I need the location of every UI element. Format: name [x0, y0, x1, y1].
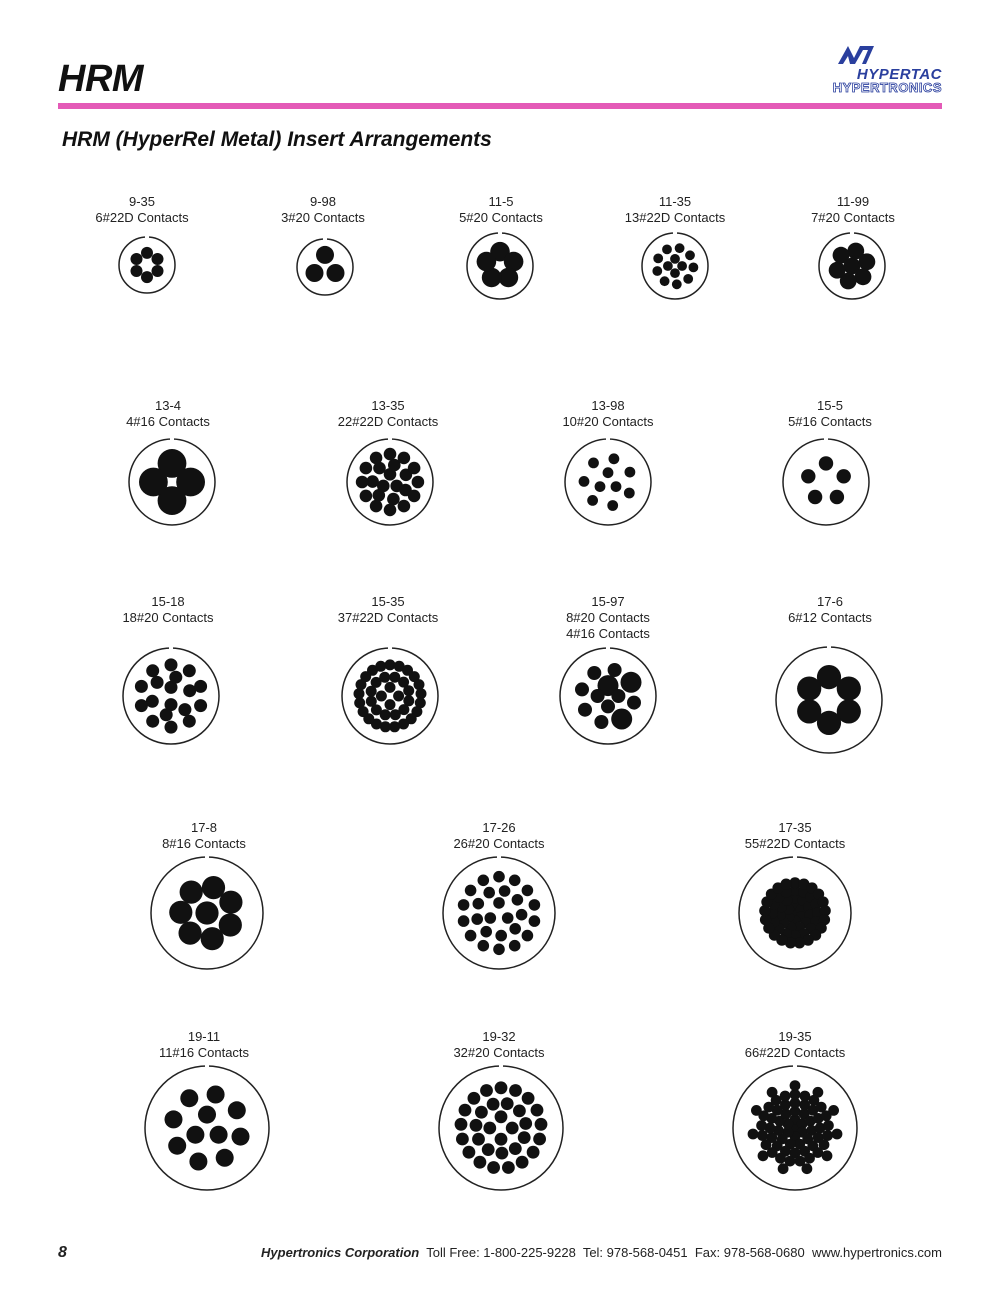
contact-pin: [506, 1122, 519, 1135]
contact-pin: [458, 915, 470, 927]
arrangement-contacts: 10#20 Contacts: [562, 414, 654, 429]
arrangement-label: [409, 820, 589, 852]
arrangement-code: 15-97: [591, 594, 625, 609]
contact-pin: [169, 901, 192, 924]
contact-pin: [829, 262, 846, 279]
contact-pin: [165, 658, 178, 671]
contact-pin: [151, 676, 164, 689]
arrangement-code: 13-35: [371, 398, 405, 413]
arrangement-contacts: 22#22D Contacts: [337, 414, 439, 429]
contact-pin: [518, 1131, 531, 1144]
contact-pin: [516, 909, 528, 921]
contact-pin: [855, 268, 872, 285]
contact-pin: [458, 899, 470, 911]
arrangement-label: [705, 1029, 885, 1061]
contact-pin: [601, 699, 615, 713]
contact-pin: [625, 467, 636, 478]
contact-pin: [398, 452, 411, 465]
contact-pin: [390, 709, 401, 720]
contact-pin: [683, 274, 693, 284]
contact-pin: [179, 922, 202, 945]
arrangement-contacts: 5#20 Contacts: [459, 210, 543, 225]
connector-diagram-17-6: [774, 645, 884, 755]
footer-toll-free: Toll Free: 1-800-225-9228: [426, 1245, 576, 1260]
contact-pin: [797, 677, 821, 701]
contact-pin: [663, 261, 673, 271]
contact-pin: [533, 1133, 546, 1146]
contact-pin: [493, 944, 505, 956]
contact-pin: [608, 663, 622, 677]
contact-pin: [131, 253, 143, 265]
contact-pin: [761, 1139, 772, 1150]
logo-hypertronics: HYPERTRONICS: [832, 80, 942, 95]
arrangement-label: [740, 594, 920, 626]
connector-diagram-15-97: [558, 646, 658, 746]
connector-diagram-17-8: [149, 855, 265, 971]
arrangement-code: 11-99: [836, 194, 870, 209]
contact-pin: [522, 885, 534, 897]
contact-pin: [822, 1130, 833, 1141]
arrangement-label: [52, 194, 232, 226]
arrangement-contacts: 26#20 Contacts: [453, 836, 545, 851]
arrangement-label: [585, 194, 765, 226]
contact-pin: [662, 245, 672, 255]
contact-pin: [672, 279, 682, 289]
hypertac-logo: [770, 44, 942, 98]
contact-pin: [135, 680, 148, 693]
contact-pin: [207, 1086, 225, 1104]
arrangement-code: 17-26: [482, 820, 516, 835]
arrangement-label: [298, 398, 478, 430]
contact-pin: [168, 1137, 186, 1155]
contact-pin: [575, 682, 589, 696]
contact-pin: [375, 661, 386, 672]
arrangement-code: 19-11: [187, 1029, 221, 1044]
footer-tel: Tel: 978-568-0451: [582, 1245, 688, 1260]
contact-pin: [385, 699, 396, 710]
contact-pin: [652, 266, 662, 276]
connector-diagram-19-32: [437, 1064, 565, 1192]
footer-company: Hypertronics Corporation: [261, 1245, 420, 1260]
contact-pin: [139, 468, 168, 497]
contact-pin: [509, 875, 521, 887]
connector-diagram-13-98: [563, 437, 653, 527]
connector-diagram-13-4: [127, 437, 217, 527]
contact-pin: [591, 689, 605, 703]
contact-pin: [356, 476, 369, 489]
contact-pin: [832, 1129, 843, 1140]
arrangement-contacts: 6#12 Contacts: [788, 610, 872, 625]
contact-pin: [384, 504, 397, 517]
arrangement-label: [78, 398, 258, 430]
contact-pin: [376, 691, 387, 702]
contact-pin: [531, 1104, 544, 1117]
arrangement-code: 19-32: [482, 1029, 516, 1044]
connector-diagram-19-11: [143, 1064, 271, 1192]
contact-pin: [689, 263, 699, 273]
contact-pin: [354, 688, 365, 699]
contact-pin: [360, 462, 373, 475]
contact-pin: [385, 659, 396, 670]
contact-pin: [519, 1117, 532, 1130]
contact-pin: [480, 1084, 493, 1097]
contact-pin: [186, 1126, 204, 1144]
connector-diagram-11-5: [465, 231, 535, 301]
contact-pin: [529, 899, 541, 911]
contact-pin: [496, 1147, 509, 1160]
contact-pin: [146, 715, 159, 728]
contact-pin: [594, 715, 608, 729]
contact-pin: [797, 699, 821, 723]
contact-pin: [837, 469, 851, 483]
contact-pin: [470, 1119, 483, 1132]
contact-pin: [653, 254, 663, 264]
connector-diagram-17-26: [441, 855, 557, 971]
footer-fax: Fax: 978-568-0680: [694, 1245, 805, 1260]
contact-pin: [393, 691, 404, 702]
contact-pin: [819, 456, 833, 470]
arrangement-code: 11-35: [658, 194, 692, 209]
contact-pin: [624, 488, 635, 499]
arrangement-code: 15-5: [816, 398, 844, 413]
contact-pin: [478, 875, 490, 887]
contact-pin: [516, 1156, 529, 1169]
contact-pin: [501, 1097, 514, 1110]
contact-pin: [859, 253, 876, 270]
contact-pin: [522, 1092, 535, 1105]
contact-pin: [522, 930, 534, 942]
contact-pin: [468, 1092, 481, 1105]
contact-pin: [463, 1146, 476, 1159]
contact-pin: [327, 264, 345, 282]
connector-diagram-15-5: [781, 437, 871, 527]
contact-pin: [408, 490, 421, 503]
contact-pin: [790, 1080, 801, 1091]
contact-pin: [456, 1133, 469, 1146]
contact-pin: [475, 1106, 488, 1119]
contact-pin: [472, 1133, 485, 1146]
contact-pin: [822, 1150, 833, 1161]
contact-pin: [480, 926, 492, 938]
contact-pin: [781, 879, 792, 890]
arrangement-code: 15-18: [151, 594, 185, 609]
contact-pin: [165, 721, 178, 734]
contact-pin: [485, 912, 497, 924]
contact-pin: [183, 664, 196, 677]
arrangement-contacts: 3#20 Contacts: [281, 210, 365, 225]
hypertac-mark-icon: [836, 44, 876, 66]
arrangement-label: [114, 820, 294, 852]
arrangement-label: [114, 1029, 294, 1061]
contact-pin: [748, 1129, 759, 1140]
contact-pin: [165, 1110, 183, 1128]
contact-pin: [509, 923, 521, 935]
contact-pin: [675, 243, 685, 253]
contact-pin: [499, 268, 519, 288]
page-number: 8: [58, 1244, 67, 1261]
contact-pin: [373, 489, 386, 502]
connector-diagram-19-35: [731, 1064, 859, 1192]
contact-pin: [495, 1133, 508, 1146]
contact-pin: [478, 940, 490, 952]
contact-pin: [587, 666, 601, 680]
contact-pin: [587, 495, 598, 506]
contact-pin: [780, 1091, 791, 1102]
contact-pin: [512, 894, 524, 906]
contact-pin: [804, 1153, 815, 1164]
contact-pin: [316, 246, 334, 264]
contact-pin: [216, 1149, 234, 1167]
contact-pin: [131, 265, 143, 277]
contact-pin: [801, 469, 815, 483]
contact-pin: [198, 1106, 216, 1124]
contact-pin: [767, 1087, 778, 1098]
page-footer: [58, 1244, 942, 1264]
contact-pin: [529, 915, 541, 927]
contact-pin: [493, 897, 505, 909]
contact-pin: [141, 247, 153, 259]
contact-pin: [509, 940, 521, 952]
contact-pin: [465, 930, 477, 942]
contact-pin: [408, 462, 421, 475]
arrangement-contacts: 32#20 Contacts: [453, 1045, 545, 1060]
connector-diagram-15-18: [121, 646, 221, 746]
arrangement-contacts: 8#20 Contacts: [566, 610, 650, 625]
contact-pin: [828, 1105, 839, 1116]
contact-pin: [627, 696, 641, 710]
connector-diagram-13-35: [345, 437, 435, 527]
contact-pin: [398, 500, 411, 513]
contact-pin: [459, 1104, 472, 1117]
contact-pin: [499, 885, 511, 897]
logo-hypertac: HYPERTAC: [856, 66, 942, 83]
contact-pin: [403, 685, 414, 696]
arrangement-code: 9-98: [309, 194, 337, 209]
contact-pin: [360, 490, 373, 503]
arrangement-code: 17-8: [190, 820, 218, 835]
connector-diagram-15-35: [340, 646, 440, 746]
contact-pin: [482, 1143, 495, 1156]
arrangement-contacts-secondary: 4#16 Contacts: [566, 626, 650, 641]
contact-pin: [495, 930, 507, 942]
contact-pin: [595, 481, 606, 492]
contact-pin: [527, 1146, 540, 1159]
arrangement-label: [409, 1029, 589, 1061]
contact-pin: [414, 679, 425, 690]
contact-pin: [487, 1161, 500, 1174]
contact-pin: [483, 887, 495, 899]
arrangement-code: 9-35: [128, 194, 156, 209]
arrangement-code: 13-98: [591, 398, 625, 413]
arrangement-contacts: 66#22D Contacts: [744, 1045, 846, 1060]
arrangement-label: [518, 594, 698, 642]
arrangement-label: [411, 194, 591, 226]
contact-pin: [509, 1142, 522, 1155]
contact-pin: [579, 476, 590, 487]
contact-pin: [670, 254, 680, 264]
contact-pin: [210, 1126, 228, 1144]
contact-pin: [471, 913, 483, 925]
page-title: HRM: [58, 58, 144, 100]
contact-pin: [180, 1089, 198, 1107]
arrangement-contacts: 13#22D Contacts: [624, 210, 726, 225]
contact-pin: [473, 898, 485, 910]
contact-pin: [495, 1110, 508, 1123]
contact-pin: [477, 252, 497, 272]
contact-pin: [621, 672, 642, 693]
contact-pin: [588, 458, 599, 469]
contact-pin: [387, 493, 400, 506]
contact-pin: [487, 1098, 500, 1111]
contact-pin: [808, 490, 822, 504]
contact-pin: [837, 677, 861, 701]
contact-pin: [180, 881, 203, 904]
arrangement-contacts: 55#22D Contacts: [744, 836, 846, 851]
contact-pin: [306, 264, 324, 282]
connector-diagram-11-99: [817, 231, 887, 301]
arrangement-code: 15-35: [371, 594, 405, 609]
connector-diagram-9-98: [295, 237, 355, 297]
arrangement-label: [705, 820, 885, 852]
contact-pin: [756, 1120, 767, 1131]
arrangement-code: 17-35: [778, 820, 812, 835]
section-title: HRM (HyperRel Metal) Insert Arrangements: [62, 128, 492, 151]
contact-pin: [611, 689, 625, 703]
contact-pin: [169, 671, 182, 684]
arrangement-label: [518, 398, 698, 430]
arrangement-label: [298, 594, 478, 626]
contact-pin: [465, 885, 477, 897]
contact-pin: [813, 1087, 824, 1098]
contact-pin: [483, 1122, 496, 1135]
contact-pin: [660, 276, 670, 286]
header-divider: [58, 103, 942, 109]
connector-diagram-11-35: [640, 231, 710, 301]
contact-pin: [778, 1163, 789, 1174]
contact-pin: [219, 891, 242, 914]
contact-pin: [232, 1128, 250, 1146]
arrangement-code: 17-6: [816, 594, 844, 609]
contact-pin: [757, 1130, 768, 1141]
contact-pin: [677, 261, 687, 271]
contact-pin: [178, 703, 191, 716]
contact-pin: [685, 250, 695, 260]
contact-pin: [370, 500, 383, 513]
arrangement-label: [763, 194, 943, 226]
contact-pin: [194, 680, 207, 693]
arrangement-contacts: 18#20 Contacts: [122, 610, 214, 625]
contact-pin: [513, 1105, 526, 1118]
contact-pin: [802, 1163, 813, 1174]
connector-diagram-17-35: [737, 855, 853, 971]
contact-pin: [535, 1118, 548, 1131]
contact-pin: [228, 1101, 246, 1119]
arrangement-code: 19-35: [778, 1029, 812, 1044]
contact-pin: [509, 1084, 522, 1097]
contact-pin: [493, 871, 505, 883]
arrangement-code: 11-5: [488, 194, 514, 209]
contact-pin: [412, 476, 425, 489]
contact-pin: [603, 467, 614, 478]
contact-pin: [670, 268, 680, 278]
contact-pin: [141, 271, 153, 283]
contact-pin: [455, 1118, 468, 1131]
contact-pin: [194, 699, 207, 712]
contact-pin: [385, 682, 396, 693]
contact-pin: [830, 490, 844, 504]
arrangement-label: [740, 398, 920, 430]
contact-pin: [160, 708, 173, 721]
contact-pin: [833, 247, 850, 264]
contact-pin: [611, 481, 622, 492]
contact-pin: [183, 715, 196, 728]
contact-pin: [379, 672, 390, 683]
contact-pin: [823, 1120, 834, 1131]
arrangement-label: [233, 194, 413, 226]
footer-contact: [261, 1245, 942, 1260]
arrangement-code: 13-4: [154, 398, 182, 413]
arrangement-contacts: 5#16 Contacts: [788, 414, 872, 429]
footer-web[interactable]: www.hypertronics.com: [811, 1245, 942, 1260]
contact-pin: [152, 253, 164, 265]
contact-pin: [758, 1150, 769, 1161]
arrangement-contacts: 6#22D Contacts: [95, 210, 189, 225]
arrangement-contacts: 37#22D Contacts: [337, 610, 439, 625]
arrangement-contacts: 4#16 Contacts: [126, 414, 210, 429]
contact-pin: [366, 696, 377, 707]
contact-pin: [578, 703, 592, 717]
contact-pin: [609, 453, 620, 464]
contact-pin: [502, 1161, 515, 1174]
contact-pin: [474, 1156, 487, 1169]
contact-pin: [384, 448, 397, 461]
contact-pin: [195, 901, 218, 924]
arrangement-contacts: 8#16 Contacts: [162, 836, 246, 851]
contact-pin: [201, 927, 224, 950]
contact-pin: [146, 664, 159, 677]
contact-pin: [607, 500, 618, 511]
arrangement-contacts: 7#20 Contacts: [811, 210, 895, 225]
contact-pin: [189, 1153, 207, 1171]
contact-pin: [502, 912, 514, 924]
arrangement-label: [78, 594, 258, 626]
contact-pin: [495, 1081, 508, 1094]
contact-pin: [370, 452, 383, 465]
arrangement-contacts: 11#16 Contacts: [158, 1045, 250, 1060]
contact-pin: [152, 265, 164, 277]
connector-diagram-9-35: [117, 235, 177, 295]
contact-pin: [751, 1105, 762, 1116]
contact-pin: [611, 709, 632, 730]
contact-pin: [135, 699, 148, 712]
